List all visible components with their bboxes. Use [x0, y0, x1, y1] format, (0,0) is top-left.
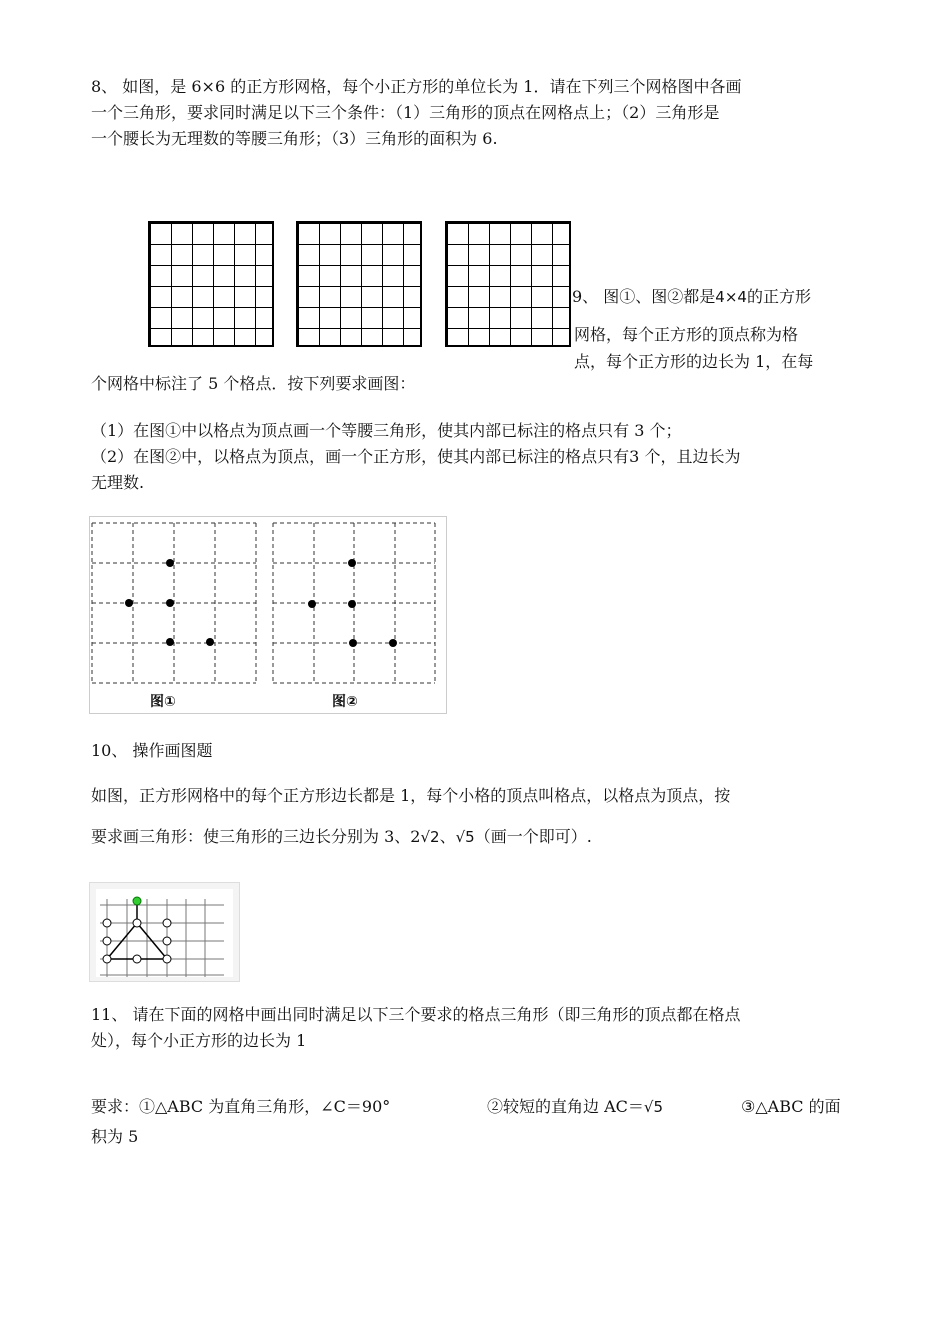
q8-line-2: 一个三角形，要求同时满足以下三个条件：（1）三角形的顶点在网格点上；（2）三角形是: [91, 103, 720, 122]
rotate-handle-icon: [133, 897, 141, 905]
sqrt-2-expression: √2: [420, 828, 440, 846]
q8-line-3: 一个腰长为无理数的等腰三角形；（3）三角形的面积为 6.: [91, 129, 498, 148]
q9-requirement-1: （1）在图①中以格点为顶点画一个等腰三角形，使其内部已标注的格点只有 3 个；: [91, 421, 682, 440]
q10-line-2: [91, 826, 592, 848]
q8-line-1: 8、 如图，是 6×6 的正方形网格，每个小正方形的单位长为 1．请在下列三个网格图中各画: [91, 77, 742, 96]
q11-requirement-b: [487, 1096, 663, 1118]
sqrt-5-expression: √5: [455, 828, 475, 846]
q10-figure-svg: [90, 883, 239, 981]
figure-2-points: [308, 559, 397, 647]
figure-1-label: 图①: [150, 694, 176, 710]
q11-line-1: 11、 请在下面的网格中画出同时满足以下三个要求的格点三角形（即三角形的顶点都在格点: [91, 1005, 741, 1024]
q9-line-1a: 9、 图①、图②都是: [572, 287, 716, 306]
q11-requirement-c-cont: 积为 5: [91, 1127, 139, 1146]
q11-requirement-b-text: ②较短的直角边 AC＝: [487, 1097, 644, 1116]
q10-line-2a: 要求画三角形：使三角形的三边长分别为 3、2: [91, 827, 421, 846]
q9-line-1b: 的正方形: [746, 287, 811, 306]
q10-title: 10、 操作画图题: [91, 741, 213, 760]
grid-6x6-3: [445, 221, 571, 347]
figure-2-label: 图②: [332, 694, 358, 710]
q9-line-2: 网格，每个正方形的顶点称为格: [574, 325, 799, 344]
q9-line-1: [572, 286, 811, 308]
q11-line-2: 处），每个小正方形的边长为 1: [91, 1031, 307, 1050]
q11-sqrt-5: √5: [643, 1098, 663, 1116]
q10-line-1: 如图，正方形网格中的每个正方形边长都是 1，每个小格的顶点叫格点，以格点为顶点，按: [91, 786, 731, 805]
q11-requirement-a: 要求：①△ABC 为直角三角形，∠C＝90°: [91, 1097, 391, 1116]
q9-line-3: 点，每个正方形的边长为 1，在每: [574, 352, 814, 371]
q11-requirement-c: ③△ABC 的面: [741, 1097, 841, 1116]
q10-separator: 、: [439, 827, 456, 846]
q9-figures-svg: [90, 517, 446, 713]
q9-line-4: 个网格中标注了 5 个格点．按下列要求画图：: [91, 374, 416, 393]
q9-requirement-2-cont: 无理数.: [91, 473, 145, 492]
grid-6x6-2: [296, 221, 422, 347]
q9-figures-panel: [89, 516, 447, 714]
q10-line-2b: （画一个即可）.: [474, 827, 592, 846]
q9-requirement-2: （2）在图②中，以格点为顶点，画一个正方形，使其内部已标注的格点只有3 个，且边长为: [91, 447, 741, 466]
grid-6x6-1: [148, 221, 274, 347]
q10-figure-panel: [89, 882, 240, 982]
q9-dims: 4×4: [715, 288, 747, 306]
